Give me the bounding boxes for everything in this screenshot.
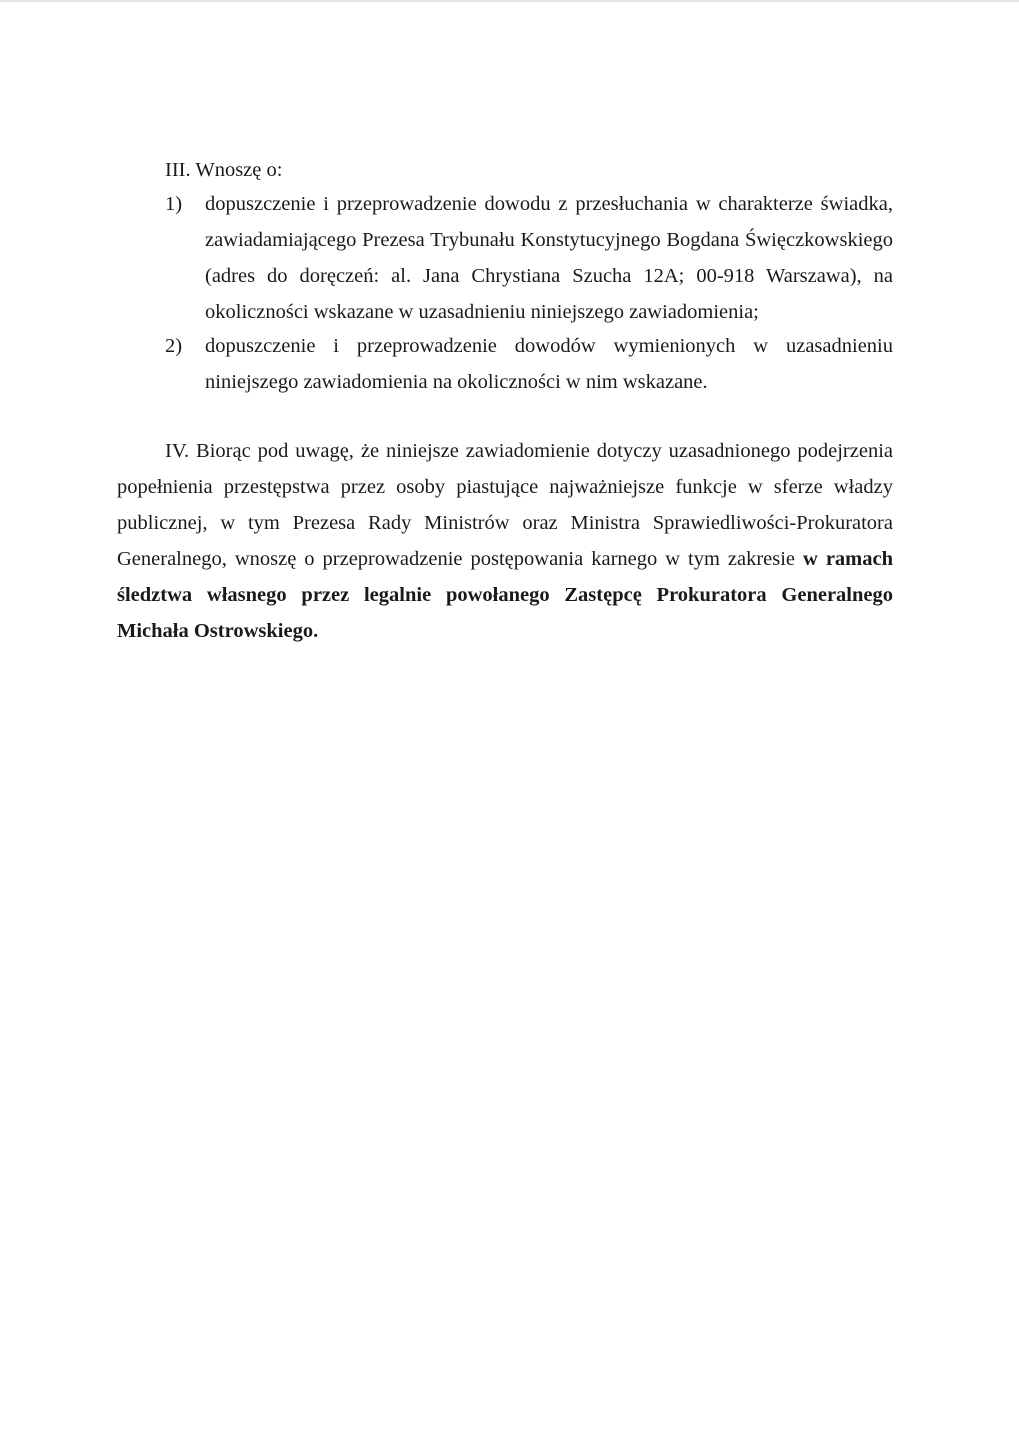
section-4-bold-line-1: śledztwa własnego przez legalnie powołanego Zastępcę Prokuratora Generalnego [117, 584, 893, 606]
item-1-line-4: okoliczności wskazane w uzasadnieniu niniejszego zawiadomienia; [205, 301, 759, 323]
section-4-line-4-regular: Generalnego, wnoszę o przeprowadzenie postępowania karnego w tym zakresie [117, 548, 796, 570]
item-1-line-3: (adres do doręczeń: al. Jana Chrystiana Szucha 12A; 00-918 Warszawa), na [205, 265, 893, 287]
section-4-line-4 [117, 545, 893, 573]
section-4-line-4-bold: w ramach [803, 548, 893, 570]
section-4-line-1: IV. Biorąc pod uwagę, że niniejsze zawiadomienie dotyczy uzasadnionego podejrzenia [165, 440, 893, 462]
section-3-heading: III. Wnoszę o: [165, 159, 283, 181]
scan-edge [0, 0, 1019, 2]
item-2-line-1: dopuszczenie i przeprowadzenie dowodów wymienionych w uzasadnieniu [205, 335, 893, 357]
section-4-line-2: popełnienia przestępstwa przez osoby piastujące najważniejsze funkcje w sferze władzy [117, 476, 893, 498]
section-4-line-3: publicznej, w tym Prezesa Rady Ministrów oraz Ministra Sprawiedliwości-Prokuratora [117, 512, 893, 534]
item-1-line-1: dopuszczenie i przeprowadzenie dowodu z przesłuchania w charakterze świadka, [205, 193, 893, 215]
item-2-line-2: niniejszego zawiadomienia na okoliczności w nim wskazane. [205, 371, 708, 393]
item-1-number: 1) [165, 193, 183, 215]
section-4-bold-line-2: Michała Ostrowskiego. [117, 620, 319, 642]
item-1-line-2: zawiadamiającego Prezesa Trybunału Konstytucyjnego Bogdana Święczkowskiego [205, 229, 893, 251]
item-2-number: 2) [165, 335, 183, 357]
